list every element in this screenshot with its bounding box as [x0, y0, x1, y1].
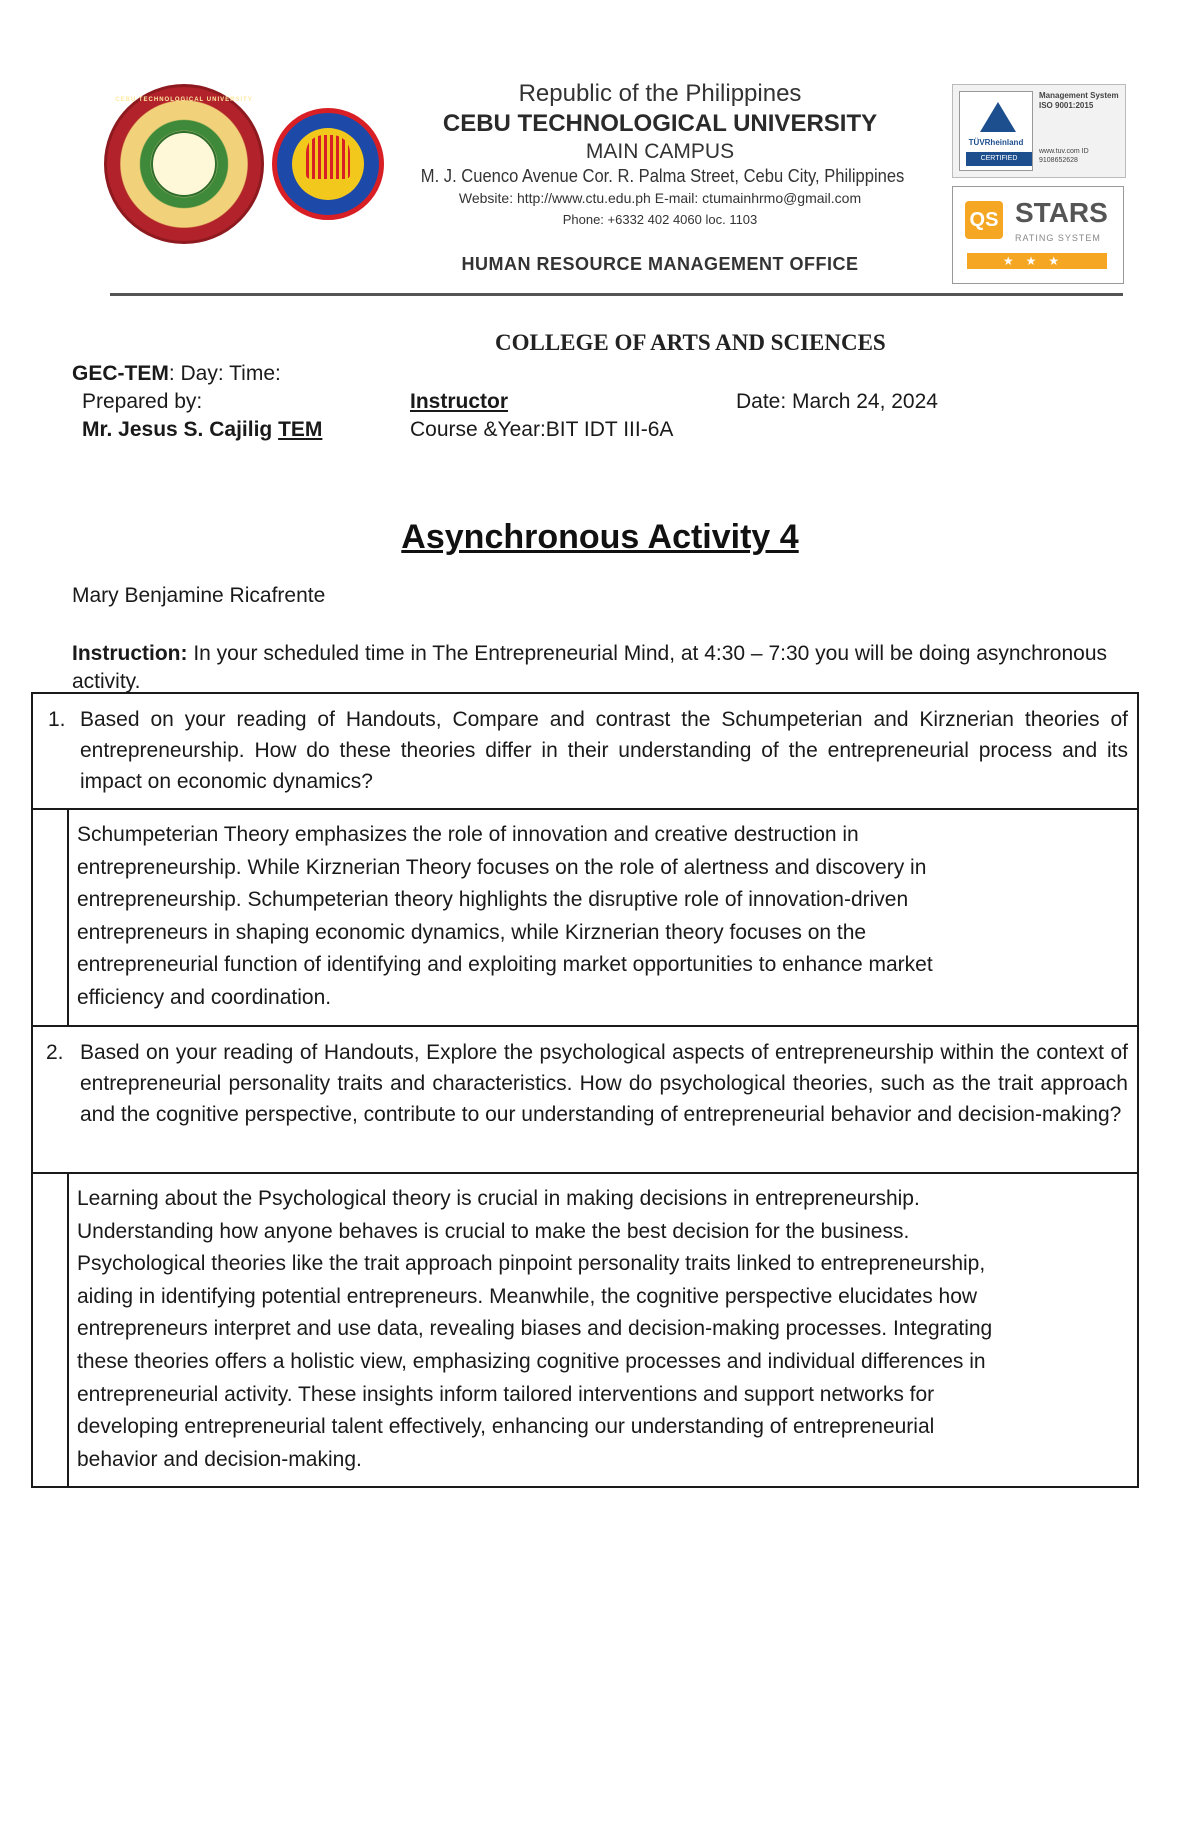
tuv-triangle-icon	[980, 102, 1016, 132]
course-line	[72, 362, 281, 386]
question-2-text: Based on your reading of Handouts, Explore the psychological aspects of entrepreneurship within the context of entrepreneurial personality traits and characteristics. How do psychological theories, such as the trait approach and the cognitive perspective, contribute to our understanding of entrepreneurial behavior and decision-making?	[80, 1041, 1128, 1126]
header-office: HUMAN RESOURCE MANAGEMENT OFFICE	[461, 254, 859, 274]
college-heading: COLLEGE OF ARTS AND SCIENCES	[495, 330, 886, 355]
course-code: GEC-TEM	[72, 362, 169, 385]
answer-1-line: Schumpeterian Theory emphasizes the role of innovation and creative destruction in	[77, 823, 859, 846]
answer-1-line: efficiency and coordination.	[77, 985, 332, 1009]
instruction-label: Instruction:	[72, 642, 188, 665]
answer-2-line: developing entrepreneurial talent effectively, enhancing our understanding of entrepreneurial	[77, 1415, 935, 1439]
ctu-seal-emblem	[151, 131, 217, 197]
answer-2-line: Understanding how anyone behaves is crucial to make the best decision for the business.	[77, 1219, 910, 1243]
column-divider	[67, 808, 69, 1025]
preparer-suffix: TEM	[278, 418, 323, 441]
answer-2-line: entrepreneurs interpret and use data, revealing biases and decision-making processes. Integrating	[77, 1317, 993, 1341]
instructor-label: Instructor	[410, 390, 509, 413]
question-2	[16, 1037, 1128, 1130]
answer-2-line: Psychological theories like the trait approach pinpoint personality traits linked to entrepreneurship,	[77, 1252, 986, 1276]
preparer-line	[82, 418, 322, 442]
asean-logo	[272, 108, 384, 220]
rice-stalks-icon	[306, 135, 350, 179]
column-divider	[67, 1172, 69, 1488]
row-divider	[33, 808, 1137, 810]
ctu-seal-logo	[104, 84, 264, 244]
answer-1-line: entrepreneurship. Schumpeterian theory highlights the disruptive role of innovation-driven	[77, 888, 909, 912]
header-phone: Phone: +6332 402 4060 loc. 1103	[562, 212, 758, 227]
activity-title: Asynchronous Activity 4	[401, 518, 799, 556]
answer-2-line: behavior and decision-making.	[77, 1447, 362, 1471]
answer-2-line: entrepreneurial activity. These insights inform tailored interventions and support networks for	[77, 1382, 935, 1406]
student-name: Mary Benjamine Ricafrente	[72, 584, 326, 607]
question-1-number: 1.	[48, 708, 66, 731]
ctu-seal-text: CEBU TECHNOLOGICAL UNIVERSITY	[115, 97, 253, 103]
answer-1-line: entrepreneurship. While Kirznerian Theory focuses on the role of alertness and discovery in	[77, 855, 927, 879]
instruction-text: In your scheduled time in The Entrepreneurial Mind, at 4:30 – 7:30 you will be doing asynchronous activity.	[72, 642, 1107, 693]
day-time-label: : Day: Time:	[168, 362, 281, 385]
header-republic: Republic of the Philippines	[518, 80, 802, 107]
header-campus: MAIN CAMPUS	[585, 140, 735, 163]
header-divider	[110, 293, 1123, 296]
header-address: M. J. Cuenco Avenue Cor. R. Palma Street, Cebu City, Philippines	[420, 166, 905, 186]
course-year: Course &Year:BIT IDT III-6A	[410, 418, 674, 441]
question-1-text: Based on your reading of Handouts, Compare and contrast the Schumpeterian and Kirznerian theories of entrepreneurship. How do these theories differ in their understanding of the entrepreneurial process and its impact on economic dynamics?	[80, 708, 1128, 793]
header-university: CEBU TECHNOLOGICAL UNIVERSITY	[442, 110, 878, 137]
qs-star-rating: ★★★	[967, 253, 1107, 269]
qs-stars-logo: QS STARS RATING SYSTEM ★★★	[952, 186, 1124, 284]
answer-2-line: these theories offers a holistic view, emphasizing cognitive processes and individual differences in	[77, 1349, 986, 1373]
question-2-number: 2.	[46, 1041, 64, 1064]
prepared-by-label: Prepared by:	[82, 390, 203, 413]
row-divider	[33, 1025, 1137, 1027]
header-website: Website: http://www.ctu.edu.ph E-mail: ctumainhrmo@gmail.com	[458, 190, 862, 206]
date-label: Date: March 24, 2024	[736, 390, 938, 413]
answer-2-line: aiding in identifying potential entrepreneurs. Meanwhile, the cognitive perspective elucidates how	[77, 1284, 978, 1308]
answer-1-line: entrepreneurs in shaping economic dynamics, while Kirznerian theory focuses on the	[77, 920, 867, 944]
qs-badge-icon: QS	[965, 201, 1003, 239]
row-divider	[33, 1172, 1137, 1174]
instruction	[72, 640, 1122, 696]
tuv-certification-logo: TÜVRheinland CERTIFIED Management System ISO 9001:2015 www.tuv.com ID 9108652628	[952, 84, 1126, 178]
answer-1-line: entrepreneurial function of identifying and exploiting market opportunities to enhance market	[77, 953, 933, 977]
question-1	[16, 704, 1128, 797]
answer-1	[77, 819, 1117, 1015]
answer-2-line: Learning about the Psychological theory is crucial in making decisions in entrepreneurship.	[77, 1187, 920, 1210]
preparer-name: Mr. Jesus S. Cajilig	[82, 418, 279, 441]
answer-2	[77, 1183, 1117, 1476]
